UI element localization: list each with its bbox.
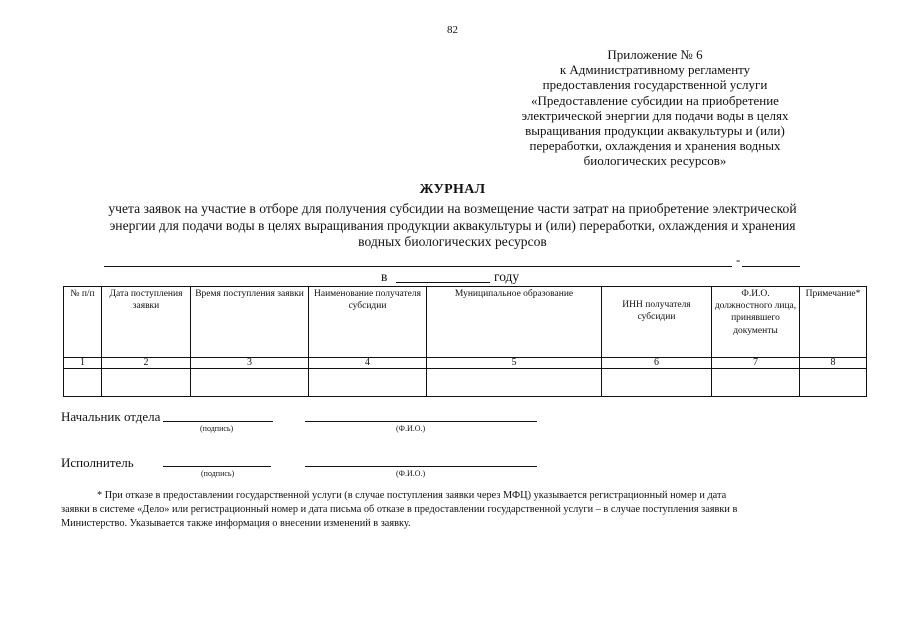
subtitle-line: энергии для подачи воды в целях выращивания продукции аквакультуры и (или) переработки, охлаждения и хранения (109, 217, 796, 233)
executor-name-line (305, 466, 537, 467)
head-of-department-label: Начальник отдела (61, 409, 161, 424)
journal-subtitle (60, 201, 845, 251)
appendix-line: биологических ресурсов» (583, 153, 727, 169)
blank-cell (427, 369, 602, 397)
blank-cell (309, 369, 427, 397)
column-number-cell: 6 (602, 358, 712, 369)
header-cell-municipality: Муниципальное образование (427, 287, 602, 358)
header-cell-number: № п/п (64, 287, 102, 358)
appendix-line: «Предоставление субсидии на приобретение (531, 92, 779, 108)
journal-table (63, 286, 867, 397)
head-name-caption: (Ф.И.О.) (396, 424, 426, 433)
period-blank-line (742, 266, 800, 267)
blank-cell (102, 369, 191, 397)
column-number-cell: 2 (102, 358, 191, 369)
blank-cell (64, 369, 102, 397)
header-cell-recipient: Наименование получателя субсидии (309, 287, 427, 358)
organization-blank-line (104, 266, 732, 267)
table-number-row (64, 358, 867, 369)
executor-signature-caption: (подпись) (201, 469, 235, 478)
appendix-line: выращивания продукции аквакультуры и (или) (525, 123, 785, 139)
appendix-line: к Административному регламенту (559, 62, 751, 78)
table-blank-row (64, 369, 867, 397)
footnote-line: Министерство. Указывается также информация о внесении изменений в заявку. (61, 517, 411, 529)
column-number-cell: 3 (191, 358, 309, 369)
appendix-line: Приложение № 6 (607, 47, 703, 62)
appendix-line: электрической энергии для подачи воды в целях (521, 107, 789, 123)
footnote-line: заявки в системе «Дело» или регистрационный номер и дата письма об отказе в предоставлении государственной услуги – в случае поступления заявки в (61, 503, 738, 515)
page-number: 82 (447, 24, 458, 36)
executor-label: Исполнитель (61, 455, 134, 470)
appendix-line: переработки, охлаждения и хранения водных (529, 138, 781, 154)
footnote (61, 489, 851, 530)
year-blank-line (396, 282, 490, 283)
year-prefix: в (381, 269, 388, 284)
executor-signature-line (163, 466, 271, 467)
year-suffix: году (494, 269, 520, 284)
subtitle-line: водных биологических ресурсов (358, 234, 547, 249)
blank-cell (800, 369, 867, 397)
executor-name-caption: (Ф.И.О.) (396, 469, 426, 478)
header-cell-time: Время поступления заявки (191, 287, 309, 358)
head-signature-line (163, 421, 273, 422)
header-cell-official: Ф.И.О. должностного лица, принявшего документы (712, 287, 800, 358)
blank-cell (712, 369, 800, 397)
blank-cell (602, 369, 712, 397)
column-number-cell: 7 (712, 358, 800, 369)
appendix-header (500, 47, 810, 169)
header-cell-inn: ИНН получателя субсидии (602, 287, 712, 358)
column-number-cell: 8 (800, 358, 867, 369)
blank-cell (191, 369, 309, 397)
header-cell-note: Примечание* (800, 287, 867, 358)
head-signature-caption: (подпись) (200, 424, 234, 433)
column-number-cell: 1 (64, 358, 102, 369)
header-cell-date: Дата поступления заявки (102, 287, 191, 358)
period-dash: - (736, 252, 741, 267)
column-number-cell: 4 (309, 358, 427, 369)
column-number-cell: 5 (427, 358, 602, 369)
journal-title: ЖУРНАЛ (419, 182, 486, 197)
table-header-row (64, 287, 867, 358)
head-name-line (305, 421, 537, 422)
subtitle-line: учета заявок на участие в отборе для получения субсидии на возмещение части затрат на приобретение электрической (108, 201, 797, 216)
footnote-line: * При отказе в предоставлении государственной услуги (в случае поступления заявки через МФЦ) указывается регистрационный номер и дата (97, 490, 727, 501)
appendix-line: предоставления государственной услуги (542, 77, 768, 93)
